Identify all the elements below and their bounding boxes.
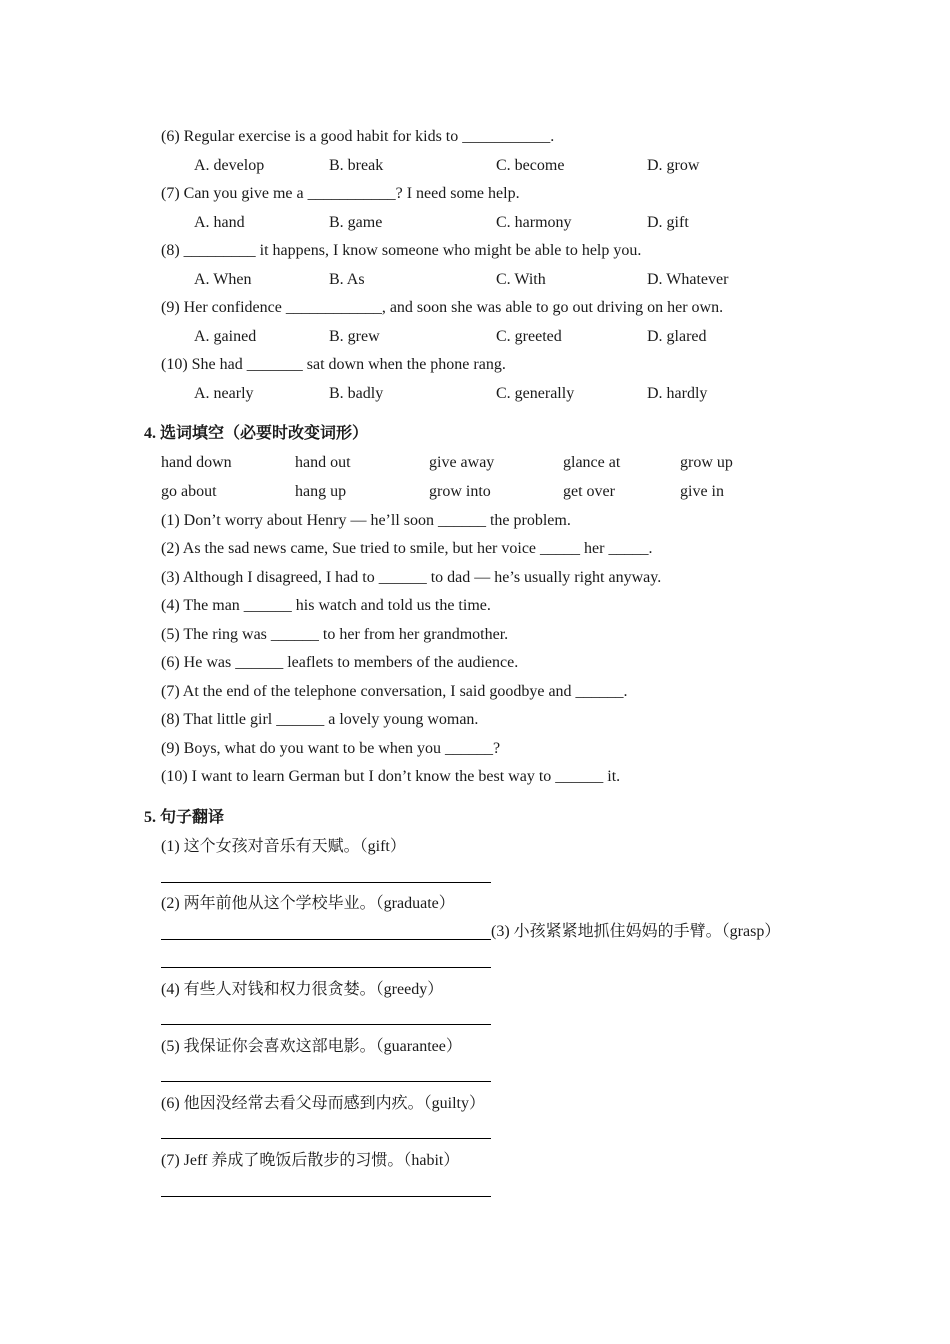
translation-prompt: (3) 小孩紧紧地抓住妈妈的手臂。（grasp） (491, 923, 781, 940)
option-b: B. break (329, 157, 384, 174)
fill-in-sentence: (4) The man ______ his watch and told us the time. (161, 597, 491, 614)
answer-line (161, 1024, 491, 1025)
translation-prompt: (6) 他因没经常去看父母而感到内疚。（guilty） (161, 1095, 485, 1112)
translation-prompt: (5) 我保证你会喜欢这部电影。（guarantee） (161, 1038, 462, 1055)
question-stem: (6) Regular exercise is a good habit for kids to ___________. (161, 128, 555, 145)
answer-line (161, 1196, 491, 1197)
fill-in-sentence: (3) Although I disagreed, I had to ______ to dad — he’s usually right anyway. (161, 569, 662, 586)
word-bank-item: give away (429, 454, 495, 471)
option-d: D. hardly (647, 385, 708, 402)
option-c: C. greeted (496, 328, 562, 345)
option-a: A. When (194, 271, 252, 288)
option-d: D. gift (647, 214, 689, 231)
option-c: C. With (496, 271, 546, 288)
fill-in-sentence: (9) Boys, what do you want to be when you ______? (161, 740, 501, 757)
word-bank-item: hand down (161, 454, 232, 471)
option-d: D. glared (647, 328, 707, 345)
translation-prompt: (7) Jeff 养成了晚饭后散步的习惯。（habit） (161, 1152, 460, 1169)
question-stem: (8) _________ it happens, I know someone who might be able to help you. (161, 242, 642, 259)
fill-in-sentence: (7) At the end of the telephone conversation, I said goodbye and ______. (161, 683, 628, 700)
word-bank-item: grow up (680, 454, 733, 471)
word-bank-item: go about (161, 483, 217, 500)
option-b: B. As (329, 271, 365, 288)
option-a: A. develop (194, 157, 265, 174)
option-a: A. hand (194, 214, 245, 231)
fill-in-sentence: (10) I want to learn German but I don’t know the best way to ______ it. (161, 768, 621, 785)
answer-line (161, 1138, 491, 1139)
answer-line (161, 967, 491, 968)
question-stem: (9) Her confidence ____________, and soon she was able to go out driving on her own. (161, 299, 724, 316)
fill-in-sentence: (1) Don’t worry about Henry — he’ll soon ______ the problem. (161, 512, 571, 529)
fill-in-sentence: (6) He was ______ leaflets to members of the audience. (161, 654, 519, 671)
question-stem: (7) Can you give me a ___________? I need some help. (161, 185, 520, 202)
translation-prompt: (4) 有些人对钱和权力很贪婪。（greedy） (161, 981, 444, 998)
fill-in-sentence: (8) That little girl ______ a lovely young woman. (161, 711, 479, 728)
option-c: C. generally (496, 385, 575, 402)
option-b: B. badly (329, 385, 384, 402)
section-5-title: 5. 句子翻译 (144, 809, 225, 826)
word-bank-item: hand out (295, 454, 351, 471)
option-a: A. gained (194, 328, 257, 345)
word-bank-item: grow into (429, 483, 491, 500)
answer-line (161, 1081, 491, 1082)
word-bank-item: hang up (295, 483, 347, 500)
option-b: B. grew (329, 328, 380, 345)
option-a: A. nearly (194, 385, 254, 402)
translation-prompt: (1) 这个女孩对音乐有天赋。（gift） (161, 838, 406, 855)
fill-in-sentence: (2) As the sad news came, Sue tried to smile, but her voice _____ her _____. (161, 540, 653, 557)
word-bank-item: glance at (563, 454, 621, 471)
answer-line (161, 939, 491, 940)
word-bank-item: give in (680, 483, 724, 500)
option-c: C. harmony (496, 214, 572, 231)
answer-line (161, 882, 491, 883)
option-d: D. Whatever (647, 271, 729, 288)
option-c: C. become (496, 157, 565, 174)
fill-in-sentence: (5) The ring was ______ to her from her grandmother. (161, 626, 509, 643)
word-bank-item: get over (563, 483, 615, 500)
option-b: B. game (329, 214, 383, 231)
question-stem: (10) She had _______ sat down when the phone rang. (161, 356, 506, 373)
option-d: D. grow (647, 157, 700, 174)
translation-prompt: (2) 两年前他从这个学校毕业。（graduate） (161, 895, 455, 912)
section-4-title: 4. 选词填空（必要时改变词形） (144, 425, 369, 442)
